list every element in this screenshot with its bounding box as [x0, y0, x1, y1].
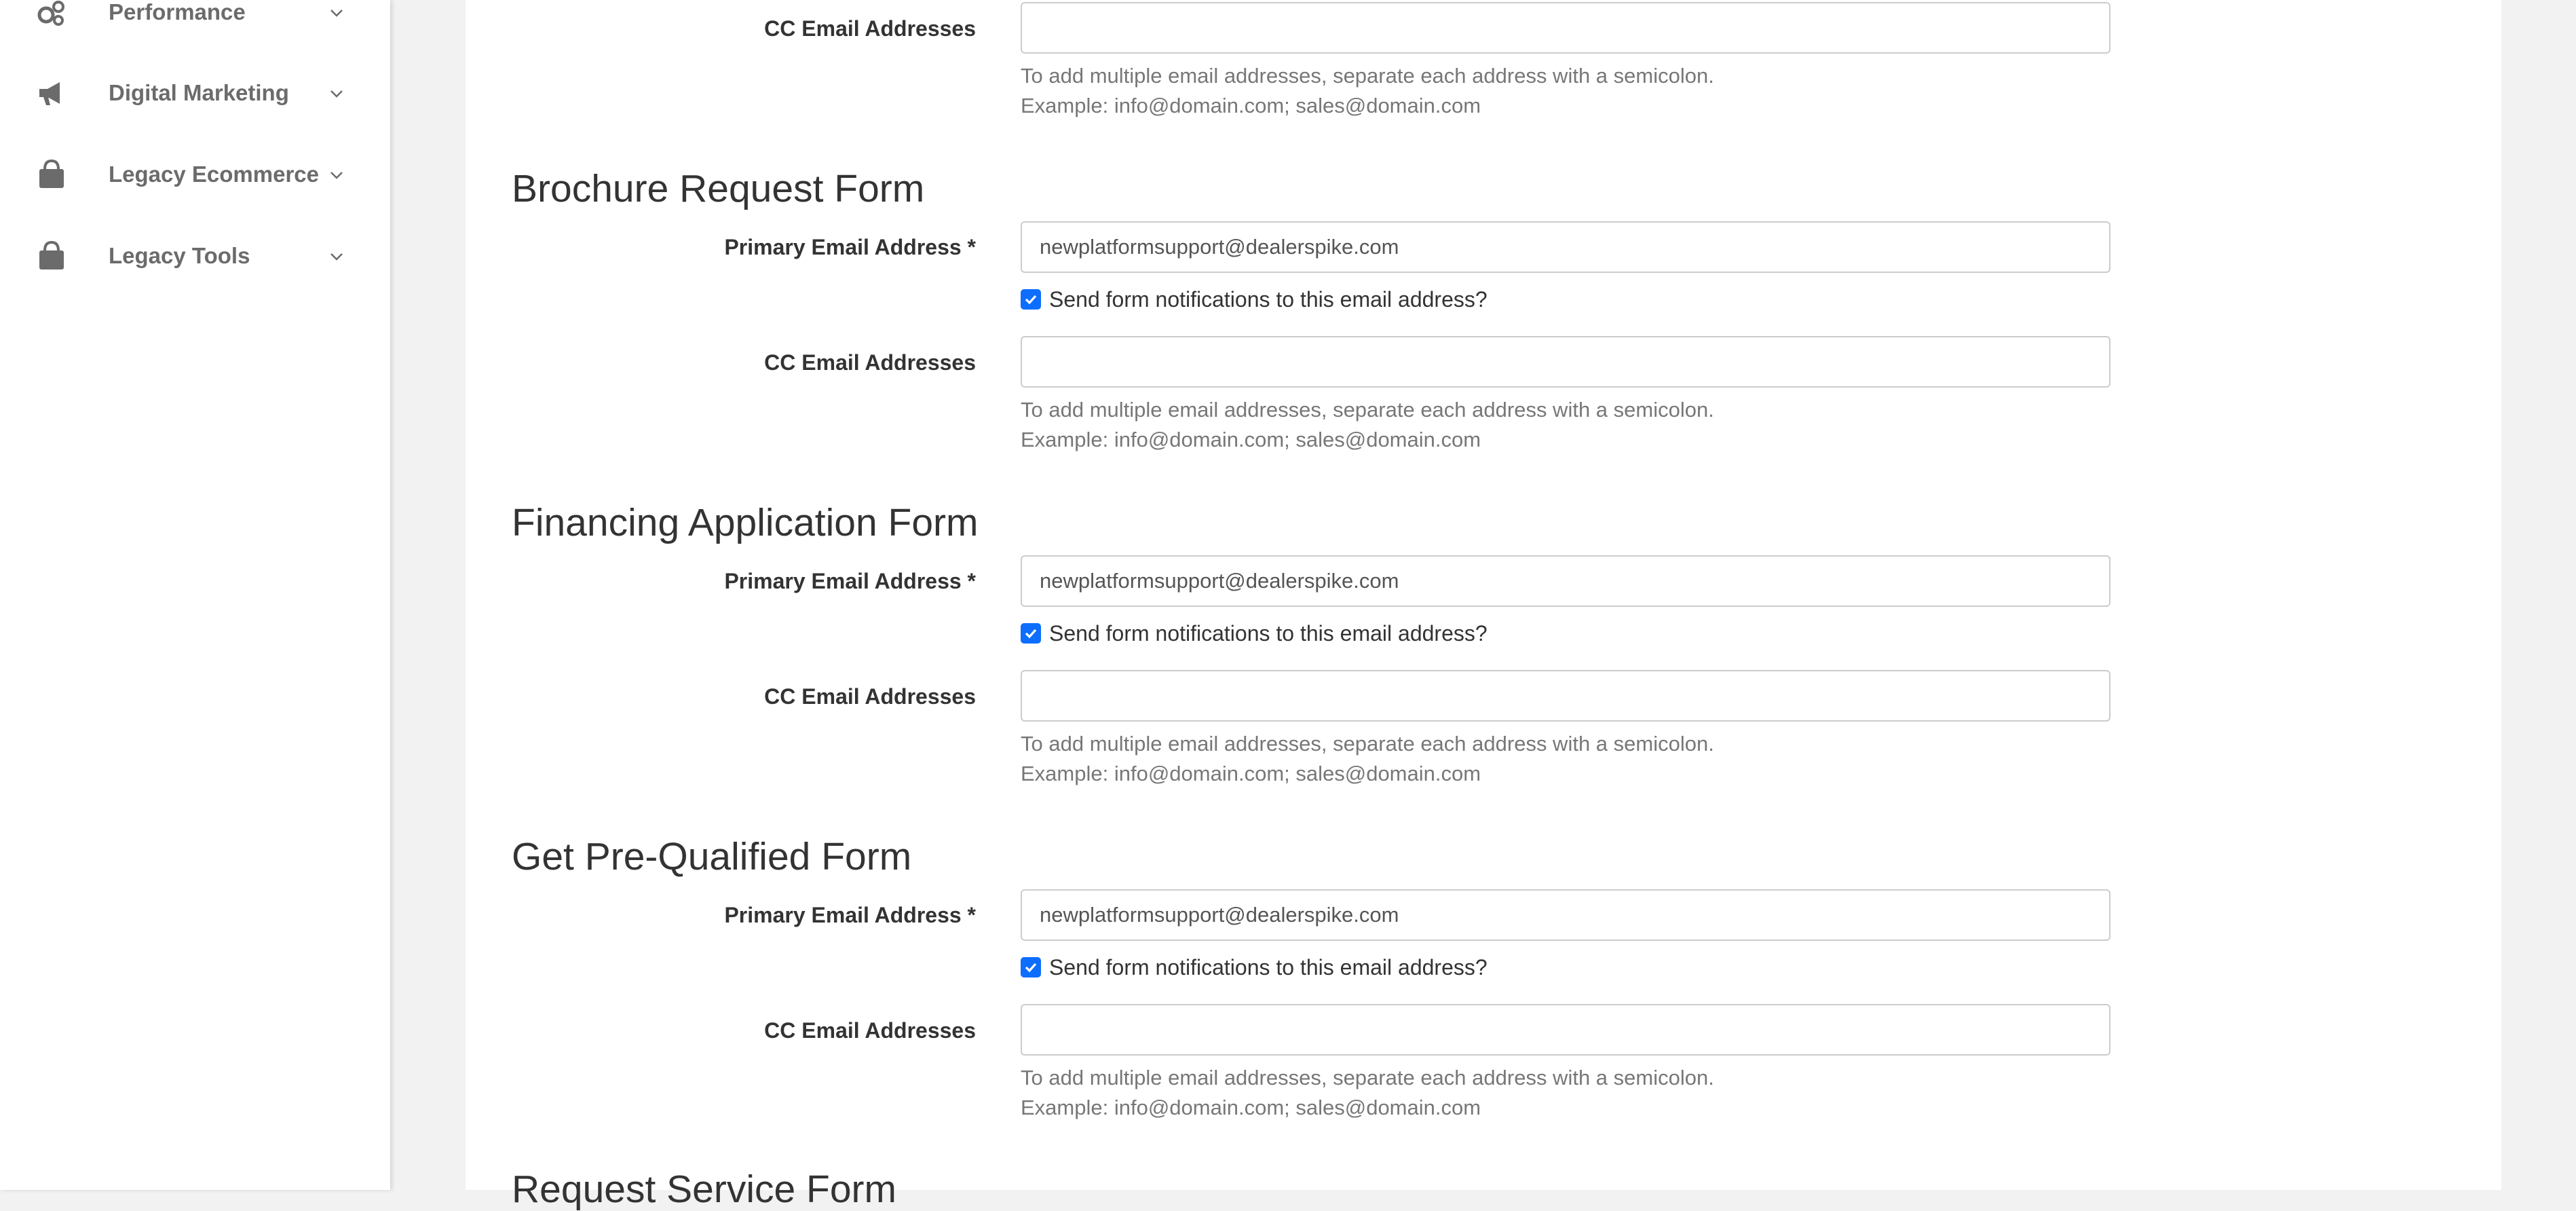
cc-email-label: CC Email Addresses	[764, 16, 976, 41]
chevron-down-icon	[328, 5, 345, 21]
cc-email-label: CC Email Addresses	[764, 684, 976, 709]
notify-checkbox-label: Send form notifications to this email address?	[1049, 954, 1488, 980]
primary-email-field[interactable]	[1021, 889, 2110, 941]
primary-email-label: Primary Email Address *	[724, 903, 976, 927]
section-title-brochure: Brochure Request Form	[512, 167, 925, 210]
sidebar-item-legacy-ecommerce[interactable]	[0, 147, 390, 202]
notify-checkbox[interactable]	[1021, 289, 1041, 310]
primary-email-field[interactable]	[1021, 221, 2110, 273]
notify-checkbox[interactable]	[1021, 623, 1041, 644]
chevron-down-icon	[328, 167, 345, 183]
sidebar-item-label: Legacy Ecommerce	[109, 162, 320, 187]
cc-email-field[interactable]	[1021, 670, 2110, 722]
notify-checkbox-row[interactable]	[1021, 620, 1488, 647]
sidebar	[0, 0, 390, 1190]
checkmark-icon	[1023, 626, 1038, 641]
cc-email-label: CC Email Addresses	[764, 350, 976, 375]
gears-icon	[35, 0, 68, 29]
cc-help-text: To add multiple email addresses, separate each address with a semicolon. Example: info@domain.com; sales@domain.com	[1021, 732, 1714, 785]
cc-help-text: To add multiple email addresses, separate each address with a semicolon. Example: info@domain.com; sales@domain.com	[1021, 64, 1714, 117]
chevron-down-icon	[328, 248, 345, 265]
notify-checkbox-label: Send form notifications to this email address?	[1049, 286, 1488, 312]
megaphone-icon	[35, 77, 68, 109]
section-title-prequalified: Get Pre-Qualified Form	[512, 835, 912, 878]
chevron-down-icon	[328, 86, 345, 102]
notify-checkbox[interactable]	[1021, 957, 1041, 977]
shopping-bag-icon	[35, 240, 68, 272]
primary-email-label: Primary Email Address *	[724, 569, 976, 593]
cc-email-field[interactable]	[1021, 336, 2110, 388]
notify-checkbox-row[interactable]	[1021, 954, 1488, 981]
sidebar-item-label: Legacy Tools	[109, 243, 250, 268]
section-title-service: Request Service Form	[512, 1168, 897, 1211]
cc-email-label: CC Email Addresses	[764, 1018, 976, 1043]
section-title-financing: Financing Application Form	[512, 501, 979, 544]
checkmark-icon	[1023, 960, 1038, 975]
cc-help-text: To add multiple email addresses, separate each address with a semicolon. Example: info@domain.com; sales@domain.com	[1021, 1066, 1714, 1119]
primary-email-field[interactable]	[1021, 555, 2110, 607]
sidebar-item-legacy-tools[interactable]	[0, 229, 390, 283]
notify-checkbox-row[interactable]	[1021, 286, 1488, 313]
sidebar-item-performance[interactable]	[0, 0, 390, 39]
checkmark-icon	[1023, 292, 1038, 307]
sidebar-item-label: Performance	[109, 0, 246, 24]
main-content	[466, 0, 2501, 1211]
cc-email-field[interactable]	[1021, 1004, 2110, 1056]
notify-checkbox-label: Send form notifications to this email address?	[1049, 620, 1488, 646]
sidebar-item-label: Digital Marketing	[109, 80, 289, 105]
cc-email-field[interactable]	[1021, 2, 2110, 54]
primary-email-label: Primary Email Address *	[724, 235, 976, 259]
shopping-bag-icon	[35, 158, 68, 191]
sidebar-item-digital-marketing[interactable]	[0, 66, 390, 120]
cc-help-text: To add multiple email addresses, separate each address with a semicolon. Example: info@domain.com; sales@domain.com	[1021, 398, 1714, 451]
